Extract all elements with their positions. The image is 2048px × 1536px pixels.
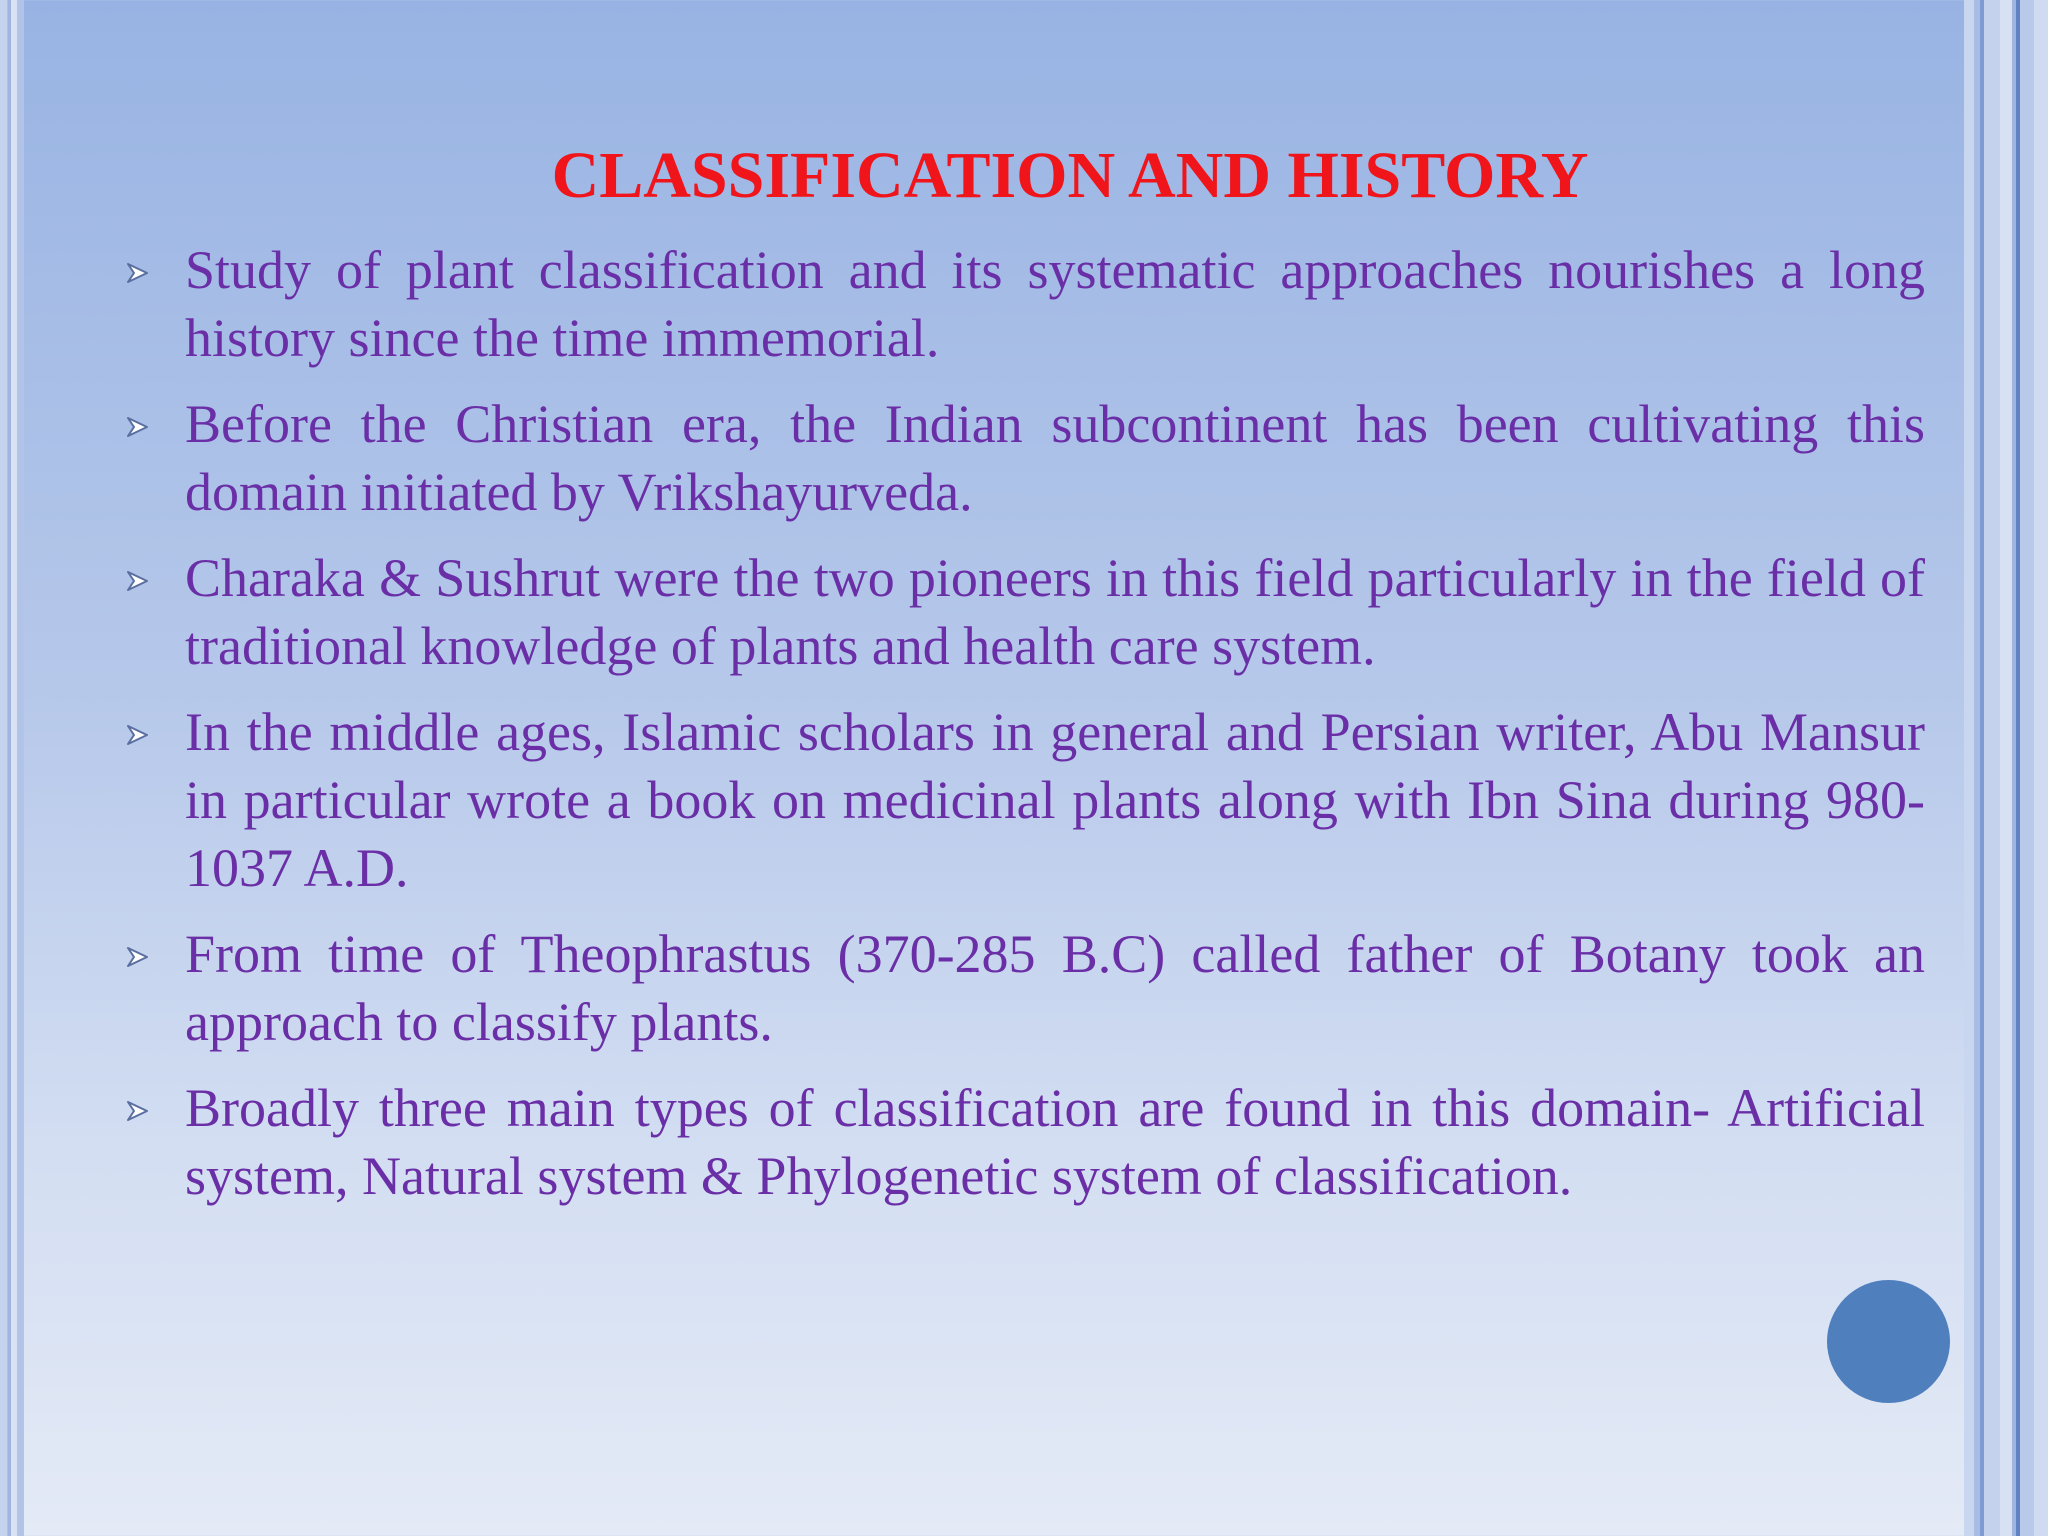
arrowhead-bullet-icon: [125, 568, 151, 594]
bullet-text: From time of Theophrastus (370-285 B.C) called father of Botany took an approach to classify plants.: [185, 924, 1925, 1052]
left-decorative-border: [0, 0, 24, 1536]
bullet-text: Study of plant classification and its systematic approaches nourishes a long history since the time immemorial.: [185, 240, 1925, 368]
arrowhead-bullet-icon: [125, 414, 151, 440]
bullet-item: [185, 390, 1925, 526]
bullet-text: Broadly three main types of classification are found in this domain- Artificial system, Natural system & Phylogenetic system of classification.: [185, 1078, 1925, 1206]
bullet-item: [185, 544, 1925, 680]
arrowhead-bullet-icon: [125, 1098, 151, 1124]
bullet-item: [185, 236, 1925, 372]
arrowhead-bullet-icon: [125, 722, 151, 748]
arrowhead-bullet-icon: [125, 944, 151, 970]
decorative-circle: [1827, 1280, 1950, 1403]
arrowhead-bullet-icon: [125, 260, 151, 286]
slide-title: CLASSIFICATION AND HISTORY: [551, 139, 1589, 212]
bullet-item: [185, 920, 1925, 1056]
bullet-text: Before the Christian era, the Indian subcontinent has been cultivating this domain initiated by Vrikshayurveda.: [185, 394, 1925, 522]
bullet-text: Charaka & Sushrut were the two pioneers in this field particularly in the field of traditional knowledge of plants and health care system.: [185, 548, 1925, 676]
bullet-item: [185, 1074, 1925, 1210]
bullet-text: In the middle ages, Islamic scholars in general and Persian writer, Abu Mansur in particular wrote a book on medicinal plants along with Ibn Sina during 980-1037 A.D.: [185, 702, 1925, 898]
right-decorative-stripes: [1964, 0, 2048, 1536]
bullet-list: [185, 236, 1925, 1228]
bullet-item: [185, 698, 1925, 902]
